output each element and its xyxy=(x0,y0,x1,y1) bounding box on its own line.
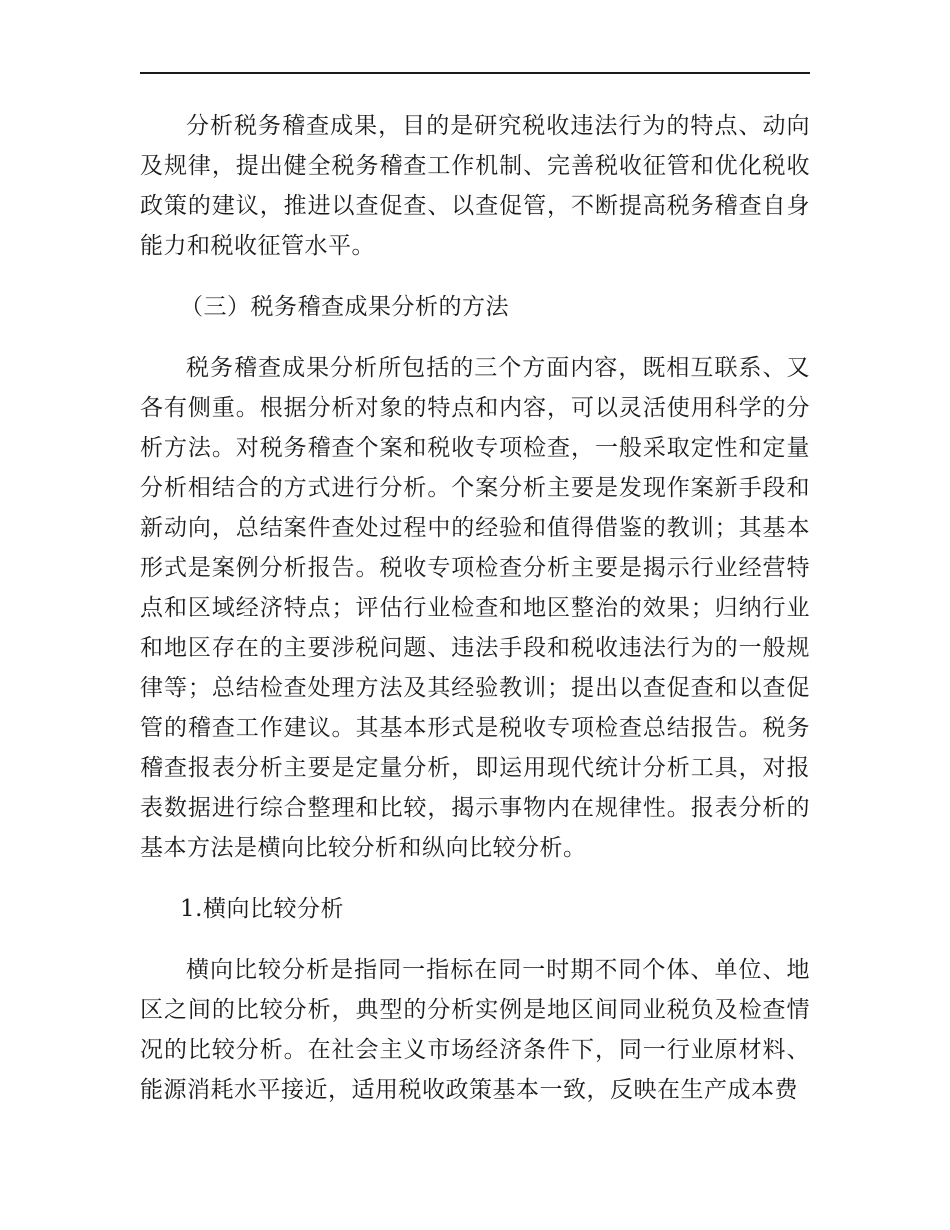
section-heading-methods: （三）税务稽查成果分析的方法 xyxy=(180,294,509,320)
paragraph-gap xyxy=(140,868,810,889)
paragraph-methods: 税务稽查成果分析所包括的三个方面内容，既相互联系、又各有侧重。根据分析对象的特点和内容，可以灵活使用科学的分析方法。对税务稽查个案和税收专项检查，一般采取定性和定量分析相结合的方式进行分析。个案分析主要是发现作案新手段和新动向，总结案件查处过程中的经验和值得借鉴的教训；其基本形式是案例分析报告。税收专项检查分析主要是揭示行业经营特点和区域经济特点；评估行业检查和地区整治的效果；归纳行业和地区存在的主要涉税问题、违法手段和税收违法行为的一般规律等；总结检查处理方法及其经验教训；提出以查促查和以查促管的稽查工作建议。其基本形式是税收专项检查总结报告。税务稽查报表分析主要是定量分析，即运用现代统计分析工具，对报表数据进行综合整理和比较，揭示事物内在规律性。报表分析的基本方法是横向比较分析和纵向比较分析。 xyxy=(140,355,810,861)
paragraph-gap xyxy=(140,929,810,950)
document-body xyxy=(140,106,810,1110)
paragraph-gap xyxy=(140,266,810,287)
paragraph-analysis-purpose: 分析税务稽查成果，目的是研究税收违法行为的特点、动向及规律，提出健全税务稽查工作机制、完善税收征管和优化税收政策的建议，推进以查促查、以查促管，不断提高税务稽查自身能力和税收征管水平。 xyxy=(140,113,810,259)
paragraph-horizontal-analysis: 横向比较分析是指同一指标在同一时期不同个体、单位、地区之间的比较分析，典型的分析实例是地区间同业税负及检查情况的比较分析。在社会主义市场经济条件下，同一行业原材料、能源消耗水平接近，适用税收政策基本一致，反映在生产成本费 xyxy=(140,957,810,1103)
header-rule xyxy=(140,72,810,74)
paragraph-gap xyxy=(140,327,810,348)
subsection-heading-horizontal: 1.横向比较分析 xyxy=(180,896,344,922)
